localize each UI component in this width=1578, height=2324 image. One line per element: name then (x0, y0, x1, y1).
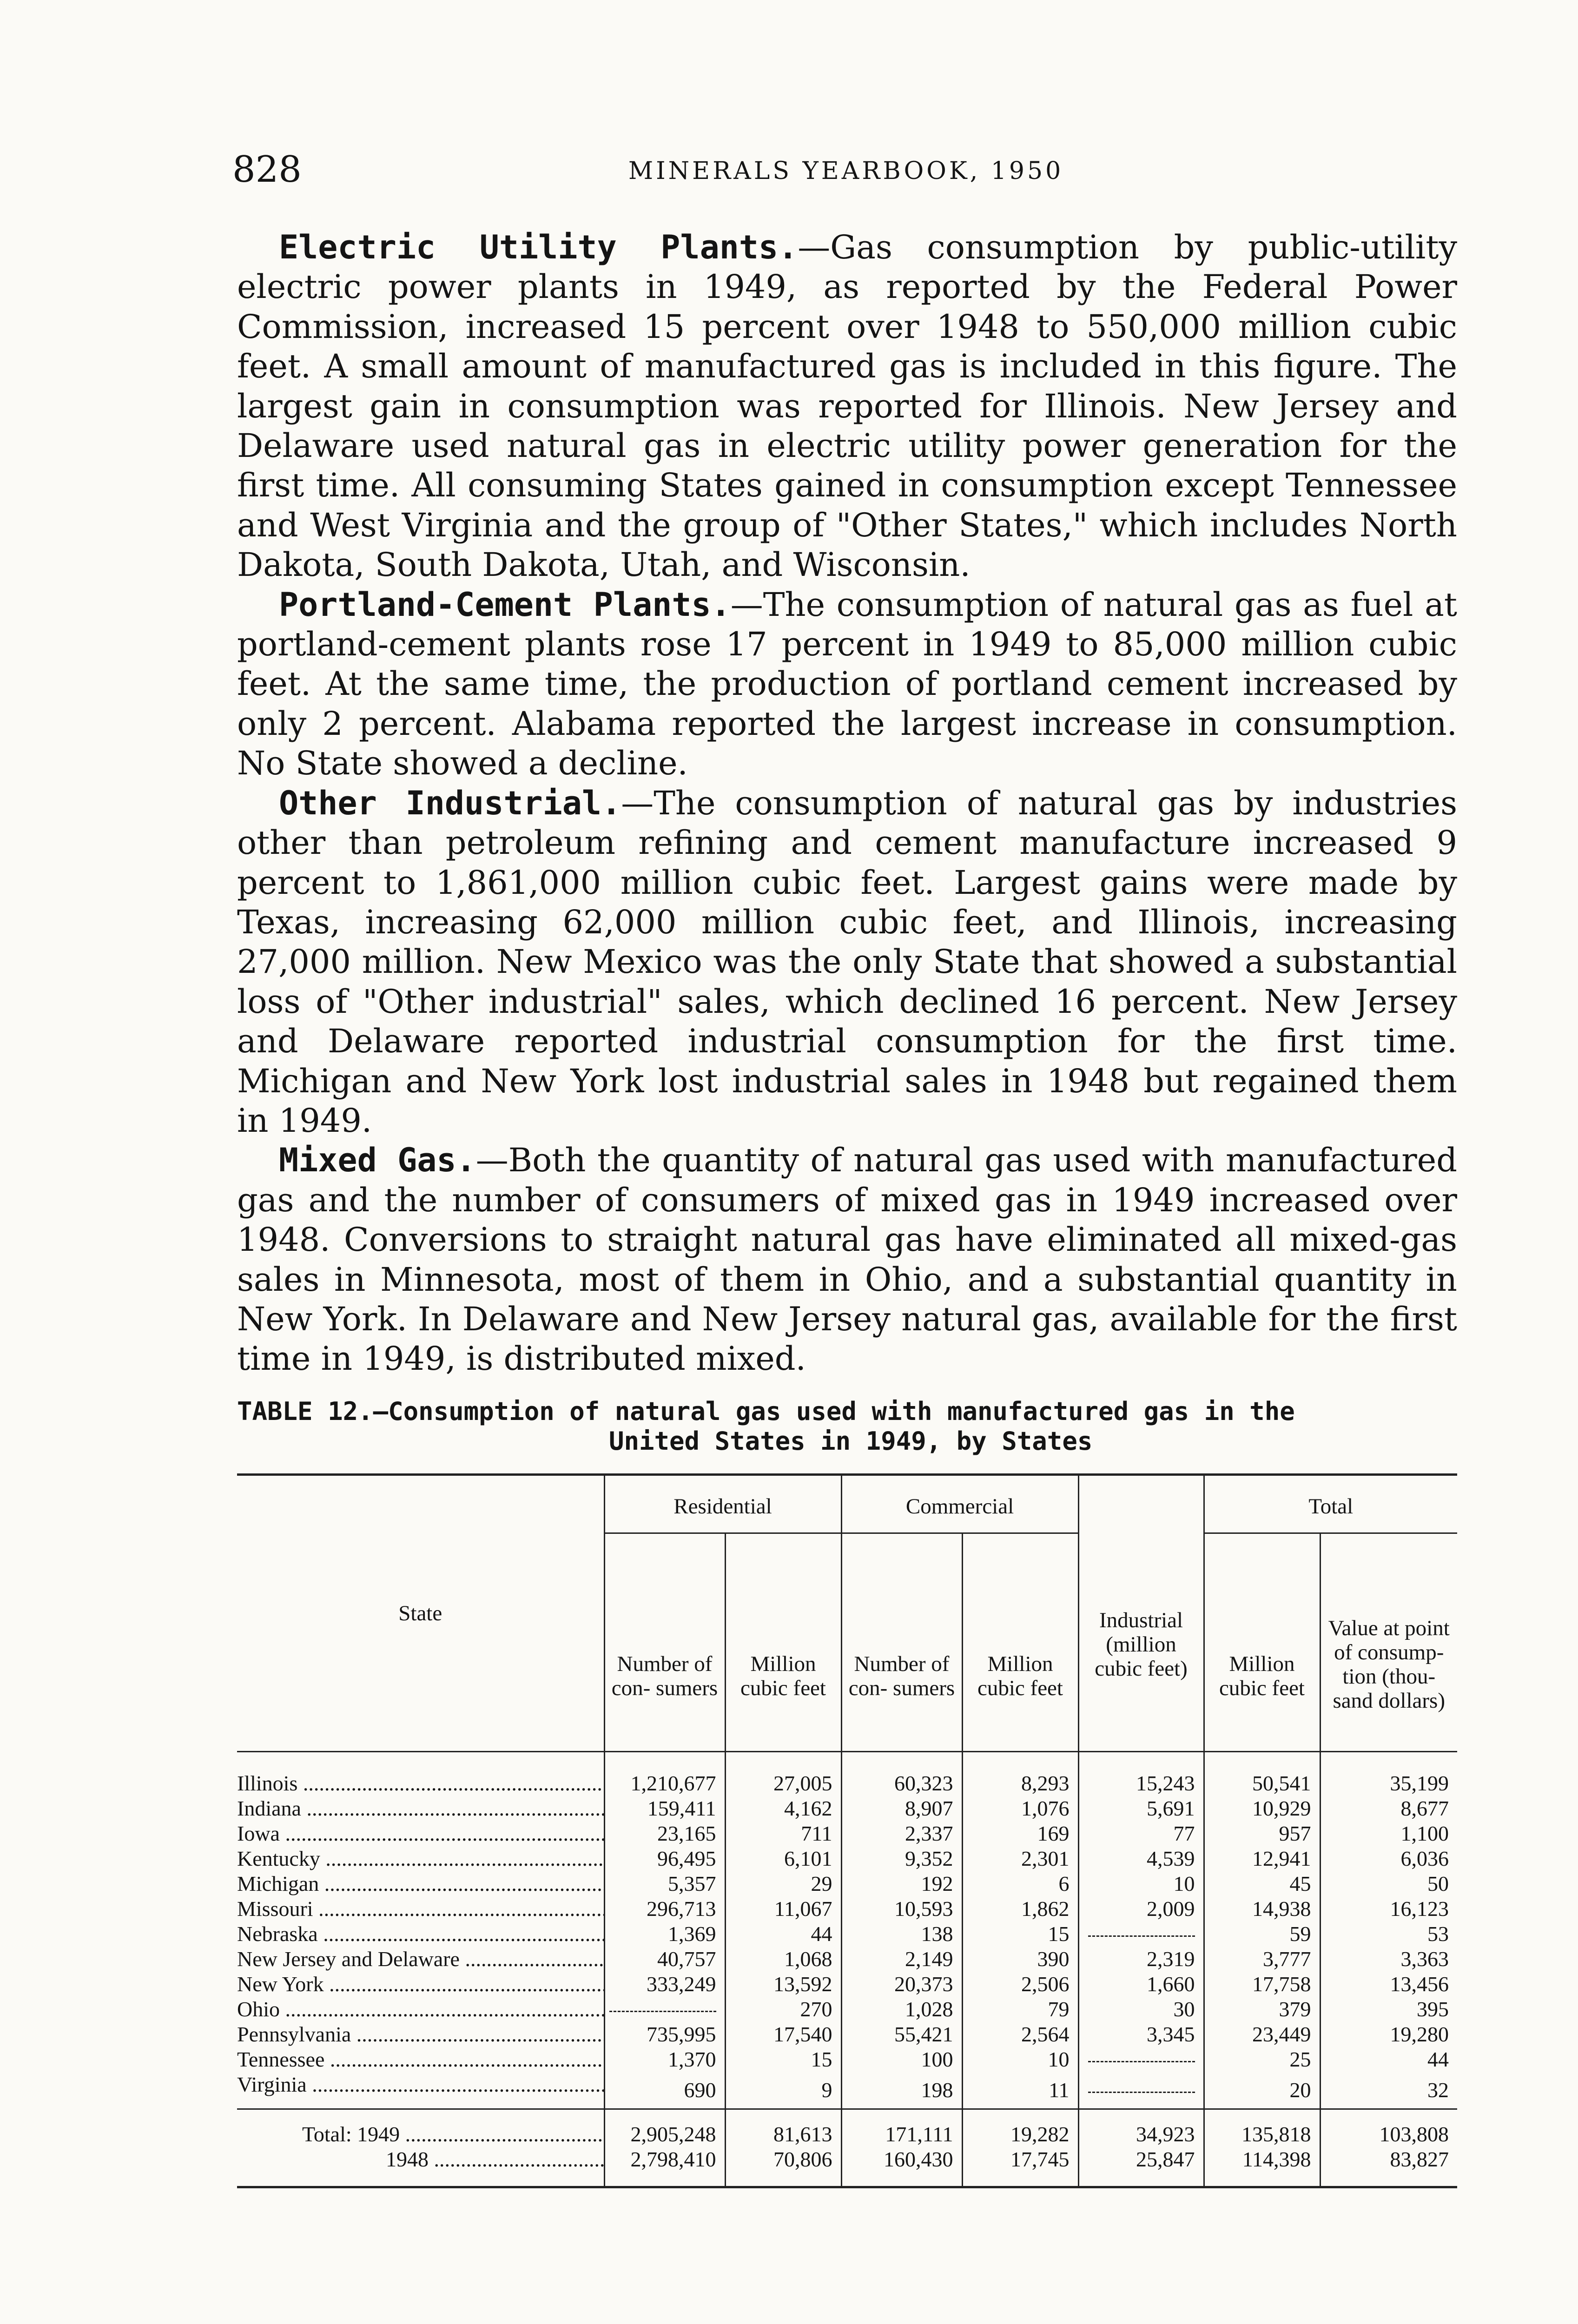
com-consumers: 10,593 (841, 1896, 962, 1921)
res-million-cf: 70,806 (725, 2147, 841, 2187)
res-consumers: 5,357 (604, 1871, 725, 1896)
total-million-cf: 114,398 (1204, 2147, 1320, 2187)
total-value: 6,036 (1320, 1846, 1457, 1871)
paragraph-text: —Both the quantity of natural gas used with manufactured gas and the number of consumers of mixed gas in 1949 increased over 1948. Conversions to straight natural gas have eliminated all mixed-gas sales in Minnesota, most of them in Ohio, and a substantial quantity in New York. In Delaware and New Jersey natural gas, available for the first time in 1949, is distributed mixed. (237, 1141, 1457, 1378)
industrial-million-cf: 15,243 (1078, 1752, 1204, 1796)
res-consumers (604, 1997, 725, 2022)
table-row (237, 1821, 1457, 1846)
group-header-total: Total (1204, 1475, 1457, 1533)
res-million-cf: 27,005 (725, 1752, 841, 1796)
table-row (237, 2072, 1457, 2109)
res-consumers: 1,370 (604, 2047, 725, 2072)
total-value: 50 (1320, 1871, 1457, 1896)
com-consumers: 2,149 (841, 1947, 962, 1972)
col-header-industrial: Industrial (million cubic feet) (1078, 1475, 1204, 1752)
state-name: Nebraska ..... (237, 1921, 604, 1947)
res-million-cf: 711 (725, 1821, 841, 1846)
total-value: 19,280 (1320, 2022, 1457, 2047)
industrial-million-cf: 5,691 (1078, 1796, 1204, 1821)
res-consumers: 96,495 (604, 1846, 725, 1871)
com-million-cf: 10 (962, 2047, 1078, 2072)
total-value: 44 (1320, 2047, 1457, 2072)
res-million-cf: 6,101 (725, 1846, 841, 1871)
total-million-cf: 45 (1204, 1871, 1320, 1896)
table-row (237, 1896, 1457, 1921)
com-million-cf: 1,076 (962, 1796, 1078, 1821)
total-value: 16,123 (1320, 1896, 1457, 1921)
res-million-cf: 17,540 (725, 2022, 841, 2047)
industrial-million-cf: 2,319 (1078, 1947, 1204, 1972)
total-value: 103,808 (1320, 2109, 1457, 2147)
state-name: Illinois ..... (237, 1752, 604, 1796)
total-value: 8,677 (1320, 1796, 1457, 1821)
table-row (237, 1846, 1457, 1871)
com-consumers: 1,028 (841, 1997, 962, 2022)
com-consumers: 171,111 (841, 2109, 962, 2147)
com-million-cf: 2,564 (962, 2022, 1078, 2047)
total-value: 32 (1320, 2072, 1457, 2109)
res-million-cf: 29 (725, 1871, 841, 1896)
state-name: Virginia ..... (237, 2072, 604, 2109)
com-consumers: 20,373 (841, 1972, 962, 1997)
industrial-million-cf: 25,847 (1078, 2147, 1204, 2187)
total-value: 53 (1320, 1921, 1457, 1947)
com-consumers: 192 (841, 1871, 962, 1896)
paragraph-text: —Gas consumption by public-utility electric power plants in 1949, as reported by the Federal Power Commission, increased 15 percent over 1948 to 550,000 million cubic feet. A small amount of manufactured gas is included in this figure. The largest gain in consumption was reported for Illinois. New Jersey and Delaware used natural gas in electric utility power generation for the first time. All consuming States gained in consumption except Tennessee and West Virginia and the group of "Other States," which includes North Dakota, South Dakota, Utah, and Wisconsin. (237, 228, 1457, 584)
com-consumers: 60,323 (841, 1752, 962, 1796)
industrial-million-cf: 34,923 (1078, 2109, 1204, 2147)
res-consumers: 690 (604, 2072, 725, 2109)
industrial-million-cf (1078, 1921, 1204, 1947)
com-million-cf: 79 (962, 1997, 1078, 2022)
group-header-residential: Residential (604, 1475, 841, 1533)
industrial-million-cf (1078, 2047, 1204, 2072)
col-header-res-million: Million cubic feet (725, 1533, 841, 1752)
table-row (237, 1796, 1457, 1821)
com-million-cf: 1,862 (962, 1896, 1078, 1921)
state-name: Michigan ..... (237, 1871, 604, 1896)
res-consumers: 1,210,677 (604, 1752, 725, 1796)
table-row (237, 2047, 1457, 2072)
table-caption-line-2: United States in 1949, by States (609, 1426, 1093, 1456)
res-consumers: 333,249 (604, 1972, 725, 1997)
industrial-million-cf: 10 (1078, 1871, 1204, 1896)
res-million-cf: 270 (725, 1997, 841, 2022)
total-million-cf: 23,449 (1204, 2022, 1320, 2047)
table-row-total (237, 2147, 1457, 2187)
total-million-cf: 12,941 (1204, 1846, 1320, 1871)
total-million-cf: 10,929 (1204, 1796, 1320, 1821)
total-million-cf: 17,758 (1204, 1972, 1320, 1997)
state-name: Ohio ..... (237, 1997, 604, 2022)
res-million-cf: 9 (725, 2072, 841, 2109)
consumption-table (237, 1473, 1457, 2188)
total-value: 13,456 (1320, 1972, 1457, 1997)
com-million-cf: 8,293 (962, 1752, 1078, 1796)
table-row-total (237, 2109, 1457, 2147)
com-million-cf: 11 (962, 2072, 1078, 2109)
com-consumers: 100 (841, 2047, 962, 2072)
paragraph-electric-utility (237, 228, 1457, 585)
paragraph-mixed-gas (237, 1141, 1457, 1379)
total-million-cf: 59 (1204, 1921, 1320, 1947)
com-million-cf: 2,301 (962, 1846, 1078, 1871)
col-header-com-million: Million cubic feet (962, 1533, 1078, 1752)
group-header-commercial: Commercial (841, 1475, 1078, 1533)
com-consumers: 9,352 (841, 1846, 962, 1871)
state-name: Indiana ..... (237, 1796, 604, 1821)
total-million-cf: 957 (1204, 1821, 1320, 1846)
paragraph-heading: Mixed Gas. (279, 1141, 476, 1180)
com-million-cf: 169 (962, 1821, 1078, 1846)
industrial-million-cf: 2,009 (1078, 1896, 1204, 1921)
res-consumers: 40,757 (604, 1947, 725, 1972)
paragraph-heading: Portland-Cement Plants. (279, 585, 731, 624)
com-consumers: 160,430 (841, 2147, 962, 2187)
running-title: MINERALS YEARBOOK, 1950 (628, 157, 1064, 185)
industrial-million-cf: 77 (1078, 1821, 1204, 1846)
table-caption (237, 1397, 1457, 1456)
res-million-cf: 44 (725, 1921, 841, 1947)
state-name: Kentucky ..... (237, 1846, 604, 1871)
com-million-cf: 19,282 (962, 2109, 1078, 2147)
com-million-cf: 2,506 (962, 1972, 1078, 1997)
state-name: New York ..... (237, 1972, 604, 1997)
com-consumers: 198 (841, 2072, 962, 2109)
res-million-cf: 1,068 (725, 1947, 841, 1972)
table-row (237, 1972, 1457, 1997)
total-value: 83,827 (1320, 2147, 1457, 2187)
paragraph-heading: Other Industrial. (279, 784, 621, 822)
table-row (237, 1752, 1457, 1796)
res-million-cf: 4,162 (725, 1796, 841, 1821)
res-consumers: 2,905,248 (604, 2109, 725, 2147)
state-name: Pennsylvania ..... (237, 2022, 604, 2047)
industrial-million-cf (1078, 2072, 1204, 2109)
res-million-cf: 81,613 (725, 2109, 841, 2147)
table-row (237, 1871, 1457, 1896)
total-million-cf: 14,938 (1204, 1896, 1320, 1921)
paragraph-other-industrial (237, 784, 1457, 1141)
com-million-cf: 15 (962, 1921, 1078, 1947)
page-header (232, 149, 1459, 191)
com-million-cf: 6 (962, 1871, 1078, 1896)
res-million-cf: 15 (725, 2047, 841, 2072)
total-label: Total: 1949 ..... (237, 2109, 604, 2147)
paragraph-text: —The consumption of natural gas by industries other than petroleum refining and cement manufacture increased 9 percent to 1,861,000 million cubic feet. Largest gains were made by Texas, increasing 62,000 million cubic feet, and Illinois, increasing 27,000 million. New Mexico was the only State that showed a substantial loss of "Other industrial" sales, which declined 16 percent. New Jersey and Delaware reported industrial consumption for the first time. Michigan and New York lost industrial sales in 1948 but regained them in 1949. (237, 784, 1457, 1140)
res-consumers: 735,995 (604, 2022, 725, 2047)
total-label: 1948 ..... (237, 2147, 604, 2187)
total-value: 395 (1320, 1997, 1457, 2022)
col-header-res-number: Number of con- sumers (604, 1533, 725, 1752)
res-consumers: 23,165 (604, 1821, 725, 1846)
table-row (237, 1997, 1457, 2022)
paragraph-text: —The consumption of natural gas as fuel at portland-cement plants rose 17 percent in 1949 to 85,000 million cubic feet. At the same time, the production of portland cement increased by only 2 percent. Alabama reported the largest increase in consumption. No State showed a decline. (237, 585, 1457, 783)
com-consumers: 2,337 (841, 1821, 962, 1846)
com-million-cf: 17,745 (962, 2147, 1078, 2187)
page-number: 828 (232, 149, 302, 191)
com-million-cf: 390 (962, 1947, 1078, 1972)
col-header-state: State (398, 1601, 442, 1625)
res-consumers: 2,798,410 (604, 2147, 725, 2187)
col-header-total-value: Value at point of consump- tion (thou- sand dollars) (1320, 1533, 1457, 1752)
total-million-cf: 50,541 (1204, 1752, 1320, 1796)
col-header-com-number: Number of con- sumers (841, 1533, 962, 1752)
total-million-cf: 3,777 (1204, 1947, 1320, 1972)
total-value: 35,199 (1320, 1752, 1457, 1796)
total-million-cf: 379 (1204, 1997, 1320, 2022)
industrial-million-cf: 4,539 (1078, 1846, 1204, 1871)
total-million-cf: 20 (1204, 2072, 1320, 2109)
state-name: Iowa ..... (237, 1821, 604, 1846)
total-value: 1,100 (1320, 1821, 1457, 1846)
com-consumers: 8,907 (841, 1796, 962, 1821)
res-million-cf: 13,592 (725, 1972, 841, 1997)
table-row (237, 1921, 1457, 1947)
total-million-cf: 135,818 (1204, 2109, 1320, 2147)
industrial-million-cf: 3,345 (1078, 2022, 1204, 2047)
res-consumers: 296,713 (604, 1896, 725, 1921)
total-value: 3,363 (1320, 1947, 1457, 1972)
table-row (237, 2022, 1457, 2047)
com-consumers: 138 (841, 1921, 962, 1947)
paragraph-heading: Electric Utility Plants. (279, 228, 798, 266)
com-consumers: 55,421 (841, 2022, 962, 2047)
col-header-total-million: Million cubic feet (1204, 1533, 1320, 1752)
table-caption-line-1: TABLE 12.—Consumption of natural gas used with manufactured gas in the (237, 1397, 1295, 1426)
body-text (237, 228, 1457, 1379)
state-name: Missouri ..... (237, 1896, 604, 1921)
industrial-million-cf: 30 (1078, 1997, 1204, 2022)
state-name: New Jersey and Delaware ..... (237, 1947, 604, 1972)
industrial-million-cf: 1,660 (1078, 1972, 1204, 1997)
paragraph-portland-cement (237, 585, 1457, 784)
res-consumers: 1,369 (604, 1921, 725, 1947)
table-row (237, 1947, 1457, 1972)
res-consumers: 159,411 (604, 1796, 725, 1821)
total-million-cf: 25 (1204, 2047, 1320, 2072)
state-name: Tennessee ..... (237, 2047, 604, 2072)
res-million-cf: 11,067 (725, 1896, 841, 1921)
